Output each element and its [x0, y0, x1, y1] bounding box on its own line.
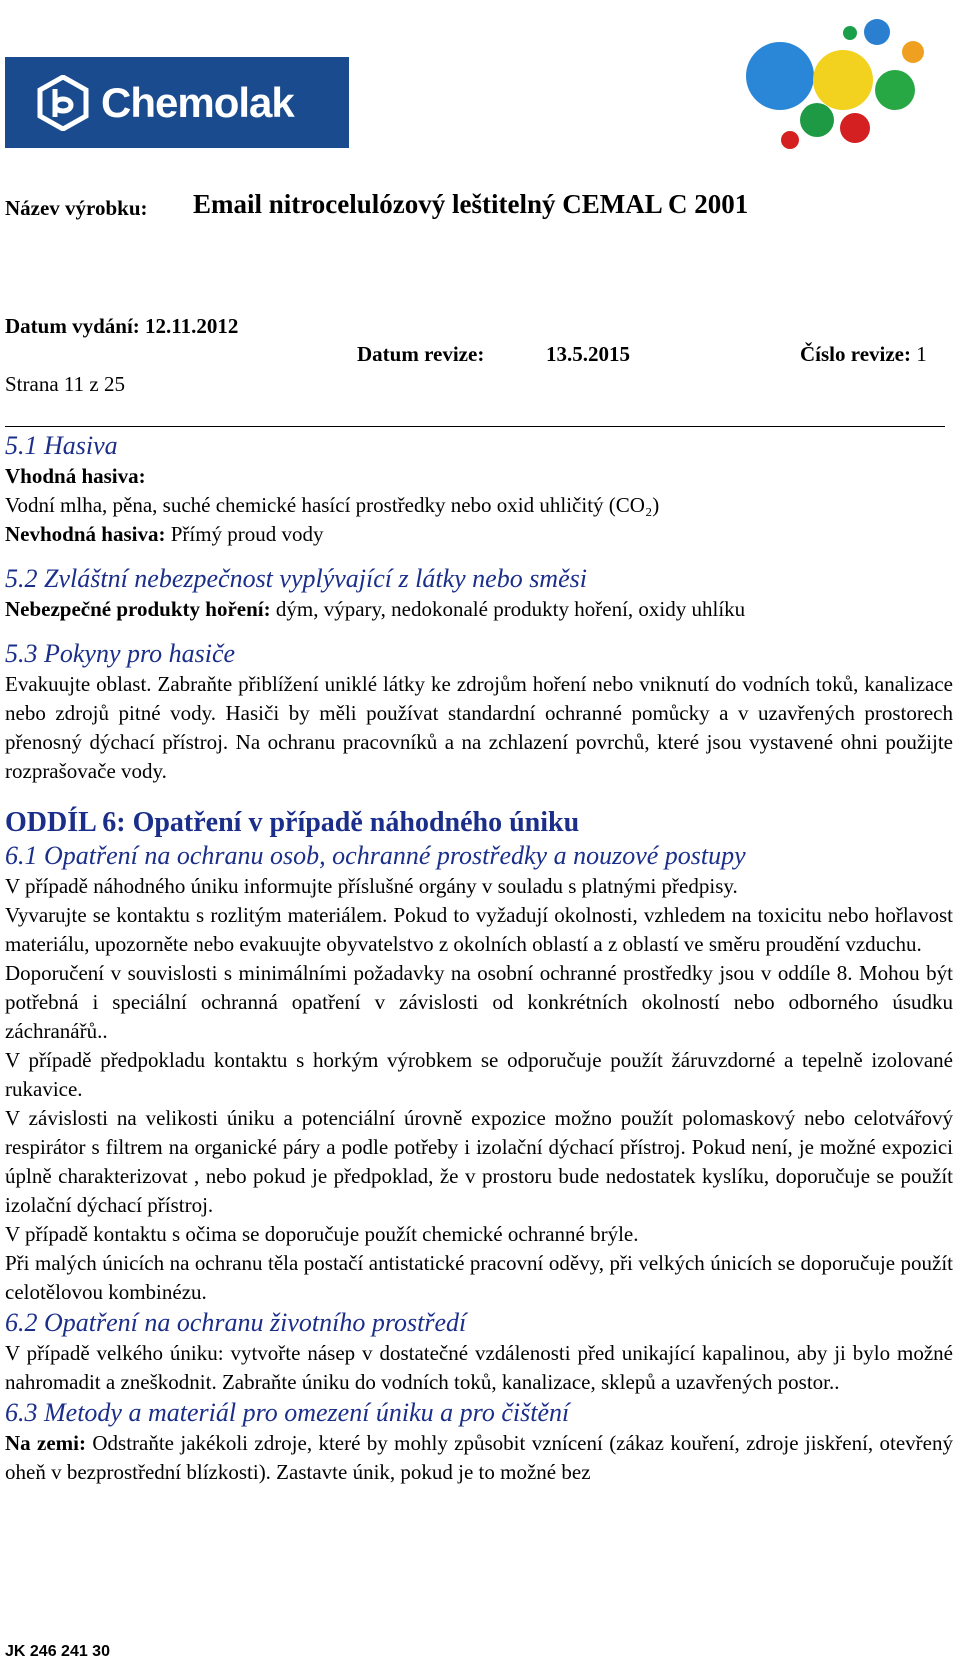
ground-text: Odstraňte jakékoli zdroje, které by mohly způsobit vznícení (zákaz kouření, zdroje jiskření, otevřený oheň v bezprostřední blízkosti). Zastavte únik, pokud je to možné bez [5, 1431, 953, 1484]
revision-date-label: Datum revize: [357, 342, 485, 366]
paragraph-6-1-3: Doporučení v souvislosti s minimálními požadavky na osobní ochranné prostředky jsou v oddíle 8. Mohou být potřebná i speciální ochranná opatření v závislosti od konkrétních okolností nebo odborného úsudku záchranářů.. [5, 961, 953, 1043]
product-label: Název výrobku: [5, 196, 148, 220]
paragraph-6-1-4: V případě předpokladu kontaktu s horkým výrobkem se odporučuje použít žáruvzdorné a tepelně izolované rukavice. [5, 1048, 953, 1101]
hazard-line [5, 595, 953, 624]
suitable-label: Vhodná hasiva: [5, 464, 146, 488]
document-body [5, 430, 953, 1487]
product-name: Email nitrocelulózový leštitelný CEMAL C 2001 [193, 189, 749, 219]
issue-date: Datum vydání: 12.11.2012 [5, 314, 239, 338]
paragraph-6-1-7: Při malých únicích na ochranu těla postačí antistatické pracovní oděvy, při velkých únicích se doporučuje použít celotělovou kombinézu. [5, 1251, 953, 1304]
heading-6-3: 6.3 Metody a materiál pro omezení úniku a pro čištění [5, 1398, 570, 1427]
heading-6-2: 6.2 Opatření na ochranu životního prostředí [5, 1308, 467, 1337]
paragraph-6-3 [5, 1429, 953, 1487]
paragraph-6-1-6: V případě kontaktu s očima se doporučuje použít chemické ochranné brýle. [5, 1222, 639, 1246]
ground-label: Na zemi: [5, 1431, 86, 1455]
heading-5-3: 5.3 Pokyny pro hasiče [5, 639, 236, 668]
unsuitable-line [5, 520, 953, 549]
heading-5-1: 5.1 Hasiva [5, 431, 118, 460]
paragraph-6-1-5: V závislosti na velikosti úniku a potenciální úrovně expozice možno použít polomaskový nebo celotvářový respirátor s filtrem na organické páry a podle potřeby i izolační dýchací přístroj. Pokud není, je možné expozici úplně charakterizovat , nebo pokud je předpoklad, že v prostoru bude nedostatek kyslíku, doporučuje se použít izolační dýchací přístroj. [5, 1106, 953, 1217]
suitable-label-line [5, 462, 953, 491]
heading-6-1: 6.1 Opatření na ochranu osob, ochranné prostředky a nouzové postupy [5, 841, 746, 870]
chemolak-emblem-icon [35, 75, 91, 131]
hazard-text: dým, výpary, nedokonalé produkty hoření, oxidy uhlíku [270, 597, 746, 621]
heading-5-2: 5.2 Zvláštní nebezpečnost vyplývající z látky nebo směsi [5, 564, 587, 593]
hazard-label: Nebezpečné produkty hoření: [5, 597, 271, 621]
paragraph-6-1-1: V případě náhodného úniku informujte příslušné orgány v souladu s platnými předpisy. [5, 874, 738, 898]
logo-text: Chemolak [101, 79, 294, 126]
paragraph-6-1-2: Vyvarujte se kontaktu s rozlitým materiálem. Pokud to vyžadují okolnosti, vzhledem na toxicitu nebo hořlavost materiálu, upozorněte nebo evakuujte obyvatelstvo z okolních oblastí a z oblastí ve směru proudění vzduchu. [5, 903, 953, 956]
unsuitable-text: Přímý proud vody [165, 522, 324, 546]
suitable-text: Vodní mlha, pěna, suché chemické hasící prostředky nebo oxid uhličitý (CO₂) [5, 493, 660, 517]
footer-code: JK 246 241 30 [5, 1643, 110, 1660]
revision-number-value: 1 [916, 342, 927, 366]
decorative-dots-icon [735, 8, 935, 158]
revision-number-label: Číslo revize: [800, 342, 911, 366]
chemolak-logo [5, 57, 349, 148]
header-divider [5, 426, 945, 427]
page-number: Strana 11 z 25 [5, 372, 125, 396]
revision-number [800, 342, 927, 367]
paragraph-6-2: V případě velkého úniku: vytvořte násep v dostatečné vzdálenosti před unikající kapalinou, aby ji bylo možné nahromadit a zneškodnit. Zabraňte úniku do vodních toků, kanalizace, sklepů a uzavřených postor.. [5, 1341, 953, 1394]
unsuitable-label: Nevhodná hasiva: [5, 522, 166, 546]
firefighter-text: Evakuujte oblast. Zabraňte přiblížení uniklé látky ke zdrojům hoření nebo vniknutí do vodních toků, kanalizace nebo zdrojů pitné vody. Hasiči by měli používat standardní ochranné pomůcky a v uzavřených prostorech přenosný dýchací přístroj. Na ochranu pracovníků a na zchlazení povrchů, které jsou vystavené ohni použijte rozprašovače vody. [5, 672, 953, 783]
section-6-title: ODDÍL 6: Opatření v případě náhodného úniku [5, 807, 580, 838]
revision-date: 13.5.2015 [546, 342, 630, 366]
